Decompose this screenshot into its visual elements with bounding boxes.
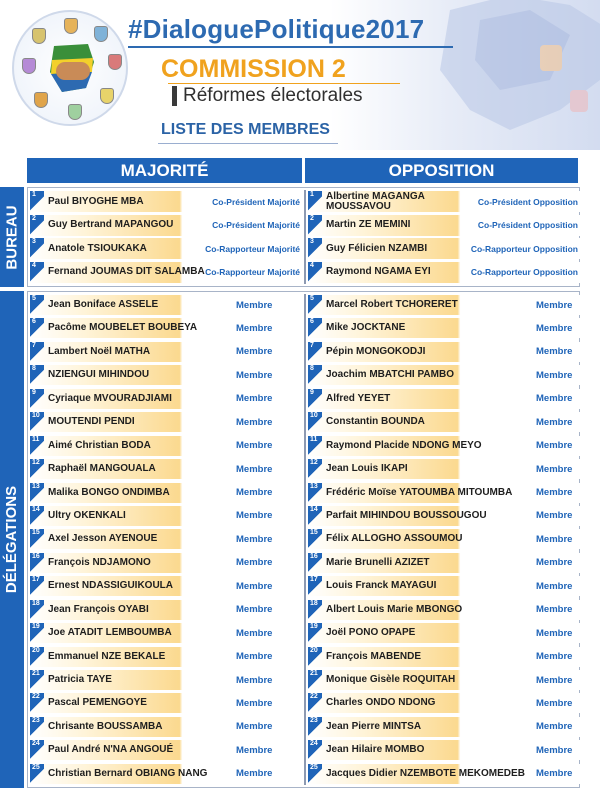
member-number: 21 xyxy=(310,670,318,677)
member-role: Membre xyxy=(236,346,273,358)
member-name: Albertine MAGANGA MOUSSAVOU xyxy=(326,190,425,212)
member-number: 21 xyxy=(32,670,40,677)
member-row xyxy=(308,412,580,432)
handshake-icon xyxy=(56,62,90,80)
member-name: Jean Hilaire MOMBO xyxy=(326,744,425,756)
member-row xyxy=(30,389,302,409)
member-number-badge xyxy=(308,191,322,212)
member-name: Anatole TSIOUKAKA xyxy=(48,242,147,254)
member-name: Christian Bernard OBIANG NANG xyxy=(48,767,208,779)
subtitle-bar xyxy=(172,86,177,106)
bureau-side-label xyxy=(0,187,24,287)
member-row xyxy=(308,670,580,690)
province-crest-icon xyxy=(64,18,78,34)
province-crest-icon xyxy=(100,88,114,104)
member-number-badge xyxy=(30,693,44,713)
member-number-badge xyxy=(308,623,322,643)
member-role: Co-Rapporteur Majorité xyxy=(205,243,300,254)
member-role: Co-Président Majorité xyxy=(212,220,300,231)
hashtag-title: #DialoguePolitique2017 xyxy=(128,14,425,44)
bureau-majorite-list xyxy=(30,188,304,286)
member-name: Monique Gisèle ROQUITAH xyxy=(326,674,456,685)
member-role: Membre xyxy=(536,674,573,686)
member-number: 11 xyxy=(32,435,40,443)
member-role: Membre xyxy=(536,721,573,733)
member-role: Co-Président Opposition xyxy=(477,220,578,231)
member-number-badge xyxy=(30,342,44,362)
member-number-badge xyxy=(30,483,44,503)
member-name: Paul André N'NA ANGOUÉ xyxy=(48,744,174,756)
member-number-badge xyxy=(30,506,44,526)
member-row xyxy=(30,506,302,526)
gabon-map-decoration xyxy=(420,0,600,140)
member-row xyxy=(308,215,580,236)
majorite-column-header: MAJORITÉ xyxy=(27,158,302,183)
member-role: Co-Rapporteur Opposition xyxy=(470,243,578,254)
member-name: Frédéric Moïse YATOUMBA MITOUMBA xyxy=(326,486,513,498)
member-row xyxy=(30,459,302,479)
member-name: Paul BIYOGHE MBA xyxy=(48,195,144,207)
member-name: Raphaël MANGOUALA xyxy=(48,463,156,475)
member-name: Axel Jesson AYENOUE xyxy=(48,533,158,545)
member-name: Louis Franck MAYAGUI xyxy=(326,580,437,592)
member-role: Co-Rapporteur Majorité xyxy=(205,267,300,278)
member-role: Membre xyxy=(536,416,573,428)
member-row xyxy=(30,623,302,643)
member-row xyxy=(308,740,580,760)
member-number-badge xyxy=(308,576,322,596)
member-row xyxy=(308,553,580,573)
member-number: 7 xyxy=(310,341,314,349)
member-number-badge xyxy=(30,295,44,315)
bureau-label-text: BUREAU xyxy=(3,204,21,270)
member-name: Marie Brunelli AZIZET xyxy=(326,556,430,568)
member-row xyxy=(308,717,580,737)
member-row xyxy=(308,295,580,315)
member-number: 2 xyxy=(32,214,36,222)
member-number: 9 xyxy=(32,388,36,396)
member-role: Membre xyxy=(536,463,573,475)
member-number-badge xyxy=(30,576,44,596)
delegations-section xyxy=(27,291,580,788)
member-number: 24 xyxy=(310,740,318,748)
member-number-badge xyxy=(30,238,44,259)
member-name: Jacques Didier NZEMBOTE MEKOMEDEB xyxy=(326,767,525,779)
member-row xyxy=(30,647,302,667)
member-role: Membre xyxy=(536,651,573,663)
member-role: Membre xyxy=(236,557,273,569)
member-number: 18 xyxy=(32,599,40,607)
member-row xyxy=(30,740,302,760)
member-name: Emmanuel NZE BEKALE xyxy=(48,650,166,662)
member-row xyxy=(30,764,302,784)
member-row xyxy=(308,238,580,259)
member-name: Albert Louis Marie MBONGO xyxy=(326,603,463,615)
member-row xyxy=(308,365,580,385)
member-role: Membre xyxy=(236,697,273,709)
opposition-column-header: OPPOSITION xyxy=(305,158,578,183)
member-number: 5 xyxy=(310,295,314,302)
member-role: Membre xyxy=(236,510,273,522)
member-role: Membre xyxy=(536,557,573,569)
member-number: 17 xyxy=(310,576,318,584)
member-number: 2 xyxy=(310,214,314,222)
member-number-badge xyxy=(308,670,322,690)
member-row xyxy=(308,576,580,596)
member-role: Membre xyxy=(536,393,573,405)
member-name: Charles ONDO NDONG xyxy=(326,697,436,709)
member-row xyxy=(308,318,580,338)
member-row xyxy=(30,295,302,315)
member-number: 12 xyxy=(310,459,318,467)
member-number-badge xyxy=(30,215,44,236)
member-name: Martin ZE MEMINI xyxy=(326,219,411,231)
member-row xyxy=(30,412,302,432)
dialogue-politique-logo xyxy=(12,10,128,126)
member-role: Co-Rapporteur Opposition xyxy=(470,267,578,278)
member-number: 1 xyxy=(310,191,314,198)
member-name: Aimé Christian BODA xyxy=(48,439,151,451)
member-name: Pascal PEMENGOYE xyxy=(48,697,147,709)
member-row xyxy=(308,436,580,456)
member-number-badge xyxy=(30,647,44,667)
member-role: Membre xyxy=(236,580,273,592)
member-name: Raymond Placide NDONG MEYO xyxy=(326,439,482,451)
member-role: Membre xyxy=(536,627,573,639)
member-number-badge xyxy=(30,191,44,212)
member-name: Patricia TAYE xyxy=(48,674,112,685)
member-row xyxy=(308,191,580,212)
member-name: Joe ATADIT LEMBOUMBA xyxy=(48,627,172,639)
delegations-side-label xyxy=(0,291,24,788)
member-name: NZIENGUI MIHINDOU xyxy=(48,369,150,381)
member-name: Pépin MONGOKODJI xyxy=(326,345,426,357)
member-number: 23 xyxy=(310,716,318,724)
member-name: Chrisante BOUSSAMBA xyxy=(48,720,163,732)
member-number: 5 xyxy=(32,295,36,302)
member-row xyxy=(308,342,580,362)
member-number-badge xyxy=(30,389,44,409)
member-row xyxy=(30,670,302,690)
member-role: Membre xyxy=(536,768,573,780)
member-number: 13 xyxy=(310,482,318,490)
member-row xyxy=(308,506,580,526)
column-divider xyxy=(304,190,306,284)
delegations-majorite-list xyxy=(30,292,304,787)
member-number-badge xyxy=(30,717,44,737)
member-number: 20 xyxy=(32,646,40,654)
member-number: 4 xyxy=(310,261,314,269)
member-number: 9 xyxy=(310,388,314,396)
member-role: Membre xyxy=(536,487,573,498)
member-number: 22 xyxy=(32,693,40,701)
member-row xyxy=(30,553,302,573)
member-role: Membre xyxy=(236,768,273,780)
member-number: 6 xyxy=(310,318,314,326)
member-number-badge xyxy=(308,215,322,236)
member-role: Membre xyxy=(236,440,273,452)
member-name: Constantin BOUNDA xyxy=(326,416,425,428)
member-number: 23 xyxy=(32,716,40,724)
member-role: Membre xyxy=(236,393,273,405)
member-row xyxy=(30,529,302,549)
member-name: Malika BONGO ONDIMBA xyxy=(48,486,170,498)
member-row xyxy=(30,436,302,456)
member-number: 19 xyxy=(32,623,40,631)
list-title-underline xyxy=(158,143,338,144)
list-title: LISTE DES MEMBRES xyxy=(161,121,330,138)
member-number: 3 xyxy=(310,238,314,246)
member-name: Jean Boniface ASSELE xyxy=(48,299,159,310)
member-number: 6 xyxy=(32,318,36,326)
member-number-badge xyxy=(30,764,44,784)
member-number-badge xyxy=(308,238,322,259)
member-row xyxy=(30,483,302,503)
column-divider xyxy=(304,294,306,785)
member-number: 24 xyxy=(32,740,40,748)
member-role: Membre xyxy=(536,744,573,756)
member-row xyxy=(30,238,302,259)
member-name: Jean François OYABI xyxy=(48,603,149,615)
member-number-badge xyxy=(308,342,322,362)
member-number-badge xyxy=(308,295,322,315)
member-row xyxy=(308,600,580,620)
delegations-label-text: DÉLÉGATIONS xyxy=(3,485,21,594)
commission-title: COMMISSION 2 xyxy=(161,55,346,83)
commission-subtitle: Réformes électorales xyxy=(183,85,363,106)
member-number-badge xyxy=(30,318,44,338)
member-name: Jean Louis IKAPI xyxy=(326,463,408,475)
member-role: Membre xyxy=(236,299,273,311)
member-number-badge xyxy=(30,600,44,620)
province-crest-icon xyxy=(108,54,122,70)
member-number: 12 xyxy=(32,459,40,467)
member-role: Membre xyxy=(536,322,573,334)
member-number-badge xyxy=(308,764,322,784)
member-number: 1 xyxy=(32,191,36,198)
member-number-badge xyxy=(308,600,322,620)
province-crest-icon xyxy=(68,104,82,120)
member-number-badge xyxy=(30,459,44,479)
member-number: 19 xyxy=(310,623,318,631)
province-crest-icon xyxy=(34,92,48,108)
member-role: Membre xyxy=(536,346,573,358)
member-name: Félix ALLOGHO ASSOUMOU xyxy=(326,533,463,545)
member-number-badge xyxy=(308,647,322,667)
member-row xyxy=(308,529,580,549)
member-name: Joachim MBATCHI PAMBO xyxy=(326,369,454,381)
member-name: MOUTENDI PENDI xyxy=(48,416,135,428)
member-number: 8 xyxy=(32,365,36,373)
member-name: Ernest NDASSIGUIKOULA xyxy=(48,580,174,592)
member-row xyxy=(30,600,302,620)
member-number-badge xyxy=(308,436,322,456)
member-name: Pacôme MOUBELET BOUBEYA xyxy=(48,322,198,334)
member-role: Membre xyxy=(236,651,273,663)
member-name: Lambert Noël MATHA xyxy=(48,345,151,357)
member-number-badge xyxy=(30,529,44,549)
member-name: Ultry OKENKALI xyxy=(48,509,126,521)
member-role: Membre xyxy=(236,487,273,498)
member-number-badge xyxy=(308,483,322,503)
member-role: Membre xyxy=(536,533,573,545)
member-number-badge xyxy=(30,262,44,283)
member-role: Membre xyxy=(536,299,573,311)
member-number-badge xyxy=(308,412,322,432)
delegations-opposition-list xyxy=(308,292,582,787)
member-row xyxy=(308,459,580,479)
member-row xyxy=(308,764,580,784)
member-role: Membre xyxy=(536,604,573,616)
member-role: Membre xyxy=(536,697,573,709)
member-name: Guy Bertrand MAPANGOU xyxy=(48,219,174,231)
member-number-badge xyxy=(308,693,322,713)
member-name: Raymond NGAMA EYI xyxy=(326,266,431,278)
member-row xyxy=(308,623,580,643)
bureau-opposition-list xyxy=(308,188,582,286)
province-crest-icon xyxy=(32,28,46,44)
member-name: Mike JOCKTANE xyxy=(326,322,406,334)
member-number-badge xyxy=(30,436,44,456)
header-banner xyxy=(0,0,600,150)
member-row xyxy=(30,318,302,338)
member-number: 10 xyxy=(32,412,40,420)
member-row xyxy=(30,576,302,596)
member-number: 14 xyxy=(32,505,40,513)
member-role: Membre xyxy=(536,369,573,381)
member-number-badge xyxy=(308,459,322,479)
member-number-badge xyxy=(30,740,44,760)
member-row xyxy=(30,693,302,713)
member-role: Membre xyxy=(236,416,273,428)
member-row xyxy=(30,262,302,283)
member-role: Membre xyxy=(236,533,273,545)
member-role: Membre xyxy=(236,721,273,733)
member-number: 15 xyxy=(310,529,318,537)
member-number-badge xyxy=(308,740,322,760)
member-name: François NDJAMONO xyxy=(48,556,151,568)
member-name: Cyriaque MVOURADJIAMI xyxy=(48,392,172,404)
member-number-badge xyxy=(30,670,44,690)
member-role: Co-Président Opposition xyxy=(477,196,578,207)
commission-underline xyxy=(168,83,400,84)
member-role: Co-Président Majorité xyxy=(212,196,300,207)
member-number: 17 xyxy=(32,576,40,584)
member-role: Membre xyxy=(536,580,573,592)
member-number-badge xyxy=(308,389,322,409)
member-role: Membre xyxy=(236,744,273,756)
member-name: Joël PONO OPAPE xyxy=(326,627,416,639)
member-number-badge xyxy=(308,365,322,385)
member-role: Membre xyxy=(236,627,273,639)
member-number-badge xyxy=(308,506,322,526)
member-number: 14 xyxy=(310,505,318,513)
member-name: Guy Félicien NZAMBI xyxy=(326,242,428,254)
member-row xyxy=(30,717,302,737)
member-row xyxy=(308,262,580,283)
member-row xyxy=(308,647,580,667)
title-underline xyxy=(128,46,453,48)
member-number: 4 xyxy=(32,261,36,269)
member-number: 22 xyxy=(310,693,318,701)
member-role: Membre xyxy=(536,440,573,452)
member-name: Parfait MIHINDOU BOUSSOUGOU xyxy=(326,509,487,521)
province-crest-icon xyxy=(22,58,36,74)
member-number: 11 xyxy=(310,435,318,443)
member-number: 20 xyxy=(310,646,318,654)
member-name: Fernand JOUMAS DIT SALAMBA xyxy=(48,266,205,278)
member-number-badge xyxy=(308,553,322,573)
member-number-badge xyxy=(30,553,44,573)
member-number: 15 xyxy=(32,529,40,537)
member-role: Membre xyxy=(236,463,273,475)
member-row xyxy=(308,483,580,503)
member-row xyxy=(30,365,302,385)
member-row xyxy=(308,693,580,713)
member-number: 16 xyxy=(32,552,40,560)
member-row xyxy=(30,191,302,212)
member-role: Membre xyxy=(236,604,273,616)
member-number-badge xyxy=(308,529,322,549)
member-number: 25 xyxy=(310,763,318,771)
member-row xyxy=(308,389,580,409)
member-role: Membre xyxy=(236,674,273,686)
member-number-badge xyxy=(30,623,44,643)
member-number-badge xyxy=(30,412,44,432)
member-name: Marcel Robert TCHORERET xyxy=(326,299,458,310)
member-role: Membre xyxy=(236,369,273,381)
bureau-section xyxy=(27,187,580,287)
member-number: 8 xyxy=(310,365,314,373)
member-name: François MABENDE xyxy=(326,650,422,662)
member-row xyxy=(30,342,302,362)
member-number: 18 xyxy=(310,599,318,607)
province-crest-icon xyxy=(94,26,108,42)
member-number: 13 xyxy=(32,482,40,490)
member-number-badge xyxy=(308,717,322,737)
member-number-badge xyxy=(30,365,44,385)
member-name: Alfred YEYET xyxy=(326,392,391,404)
member-role: Membre xyxy=(536,510,573,522)
member-number-badge xyxy=(308,262,322,283)
member-number: 3 xyxy=(32,238,36,246)
member-name: Jean Pierre MINTSA xyxy=(326,720,422,732)
member-number: 10 xyxy=(310,412,318,420)
member-number: 25 xyxy=(32,763,40,771)
member-number: 7 xyxy=(32,341,36,349)
member-row xyxy=(30,215,302,236)
member-number-badge xyxy=(308,318,322,338)
member-role: Membre xyxy=(236,322,273,334)
member-number: 16 xyxy=(310,552,318,560)
